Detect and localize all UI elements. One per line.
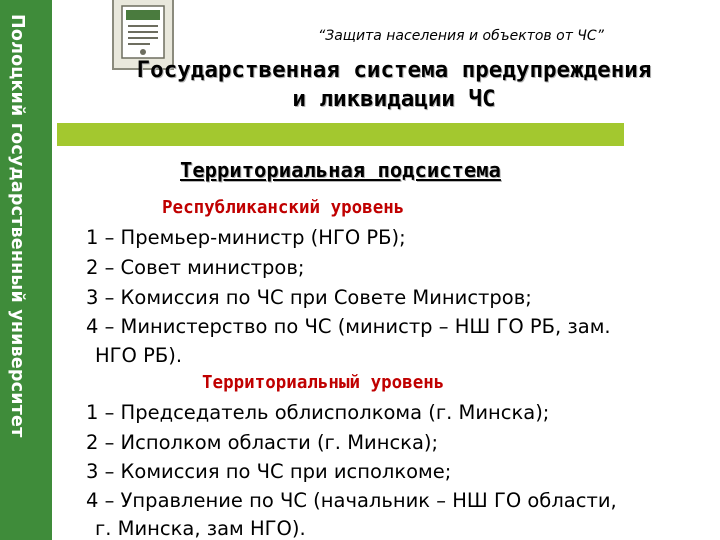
section-subtitle: Территориальная подсистема <box>180 158 501 182</box>
list-item: г. Минска, зам НГО). <box>95 517 306 540</box>
list-item: 1 – Премьер-министр (НГО РБ); <box>86 226 406 249</box>
course-title: “Защита населения и объектов от ЧС” <box>318 28 604 44</box>
list-item: 3 – Комиссия по ЧС при Совете Министров; <box>86 286 532 309</box>
territorial-level-heading: Территориальный уровень <box>202 373 445 393</box>
list-item: 4 – Управление по ЧС (начальник – НШ ГО области, <box>86 489 617 512</box>
page-title-line-2: и ликвидации ЧС <box>292 86 496 112</box>
list-item: 4 – Министерство по ЧС (министр – НШ ГО РБ, зам. <box>86 315 611 338</box>
university-name: Полоцкий государственный университет <box>7 14 27 438</box>
republican-level-heading: Республиканский уровень <box>162 198 405 218</box>
list-item: 1 – Председатель облисполкома (г. Минска); <box>86 401 550 424</box>
page-title-line-1: Государственная система предупреждения <box>136 57 652 83</box>
list-item: 3 – Комиссия по ЧС при исполкоме; <box>86 460 452 483</box>
list-item: 2 – Совет министров; <box>86 256 305 279</box>
list-item: НГО РБ). <box>95 344 183 367</box>
list-item: 2 – Исполком области (г. Минска); <box>86 431 439 454</box>
